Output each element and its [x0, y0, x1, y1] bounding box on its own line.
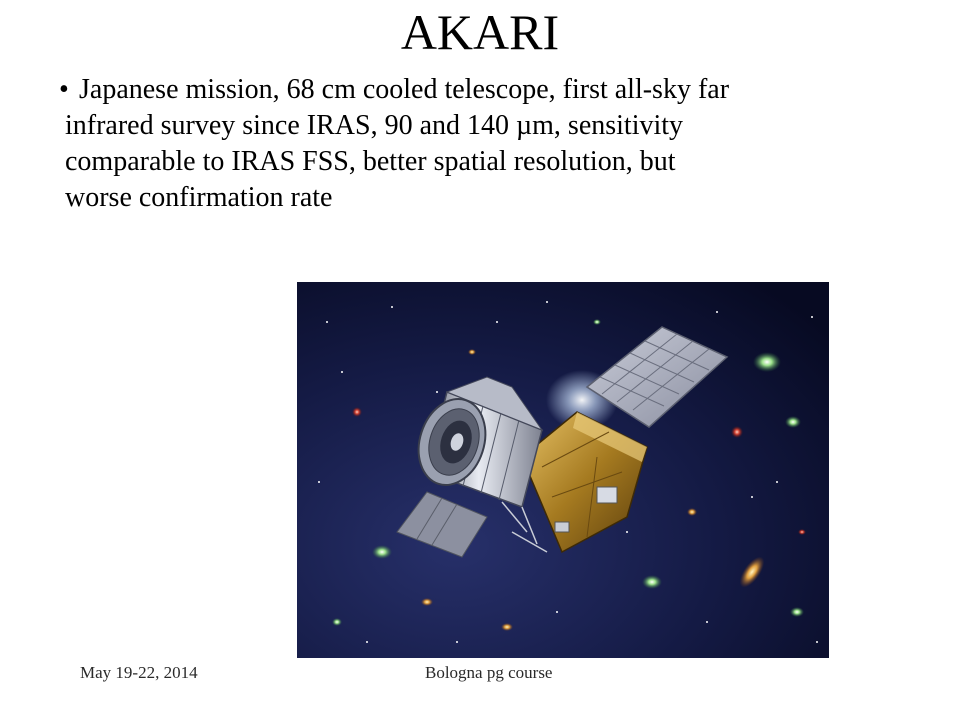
bullet-line-3: comparable to IRAS FSS, better spatial resolution, but	[65, 146, 676, 177]
satellite-illustration	[297, 282, 829, 658]
bullet-line-2: infrared survey since IRAS, 90 and 140 µm, sensitivity	[65, 110, 684, 141]
satellite-image-svg	[297, 282, 829, 658]
bullet-point	[59, 72, 859, 216]
bullet-line-1	[59, 72, 859, 108]
footer-date: May 19-22, 2014	[80, 663, 198, 682]
bullet-marker: •	[59, 74, 69, 105]
bullet-text-1: Japanese mission, 68 cm cooled telescope, first all-sky far	[79, 74, 730, 105]
footer-course: Bologna pg course	[425, 663, 553, 682]
slide-title: AKARI	[400, 4, 560, 60]
bullet-line-4: worse confirmation rate	[65, 182, 333, 213]
